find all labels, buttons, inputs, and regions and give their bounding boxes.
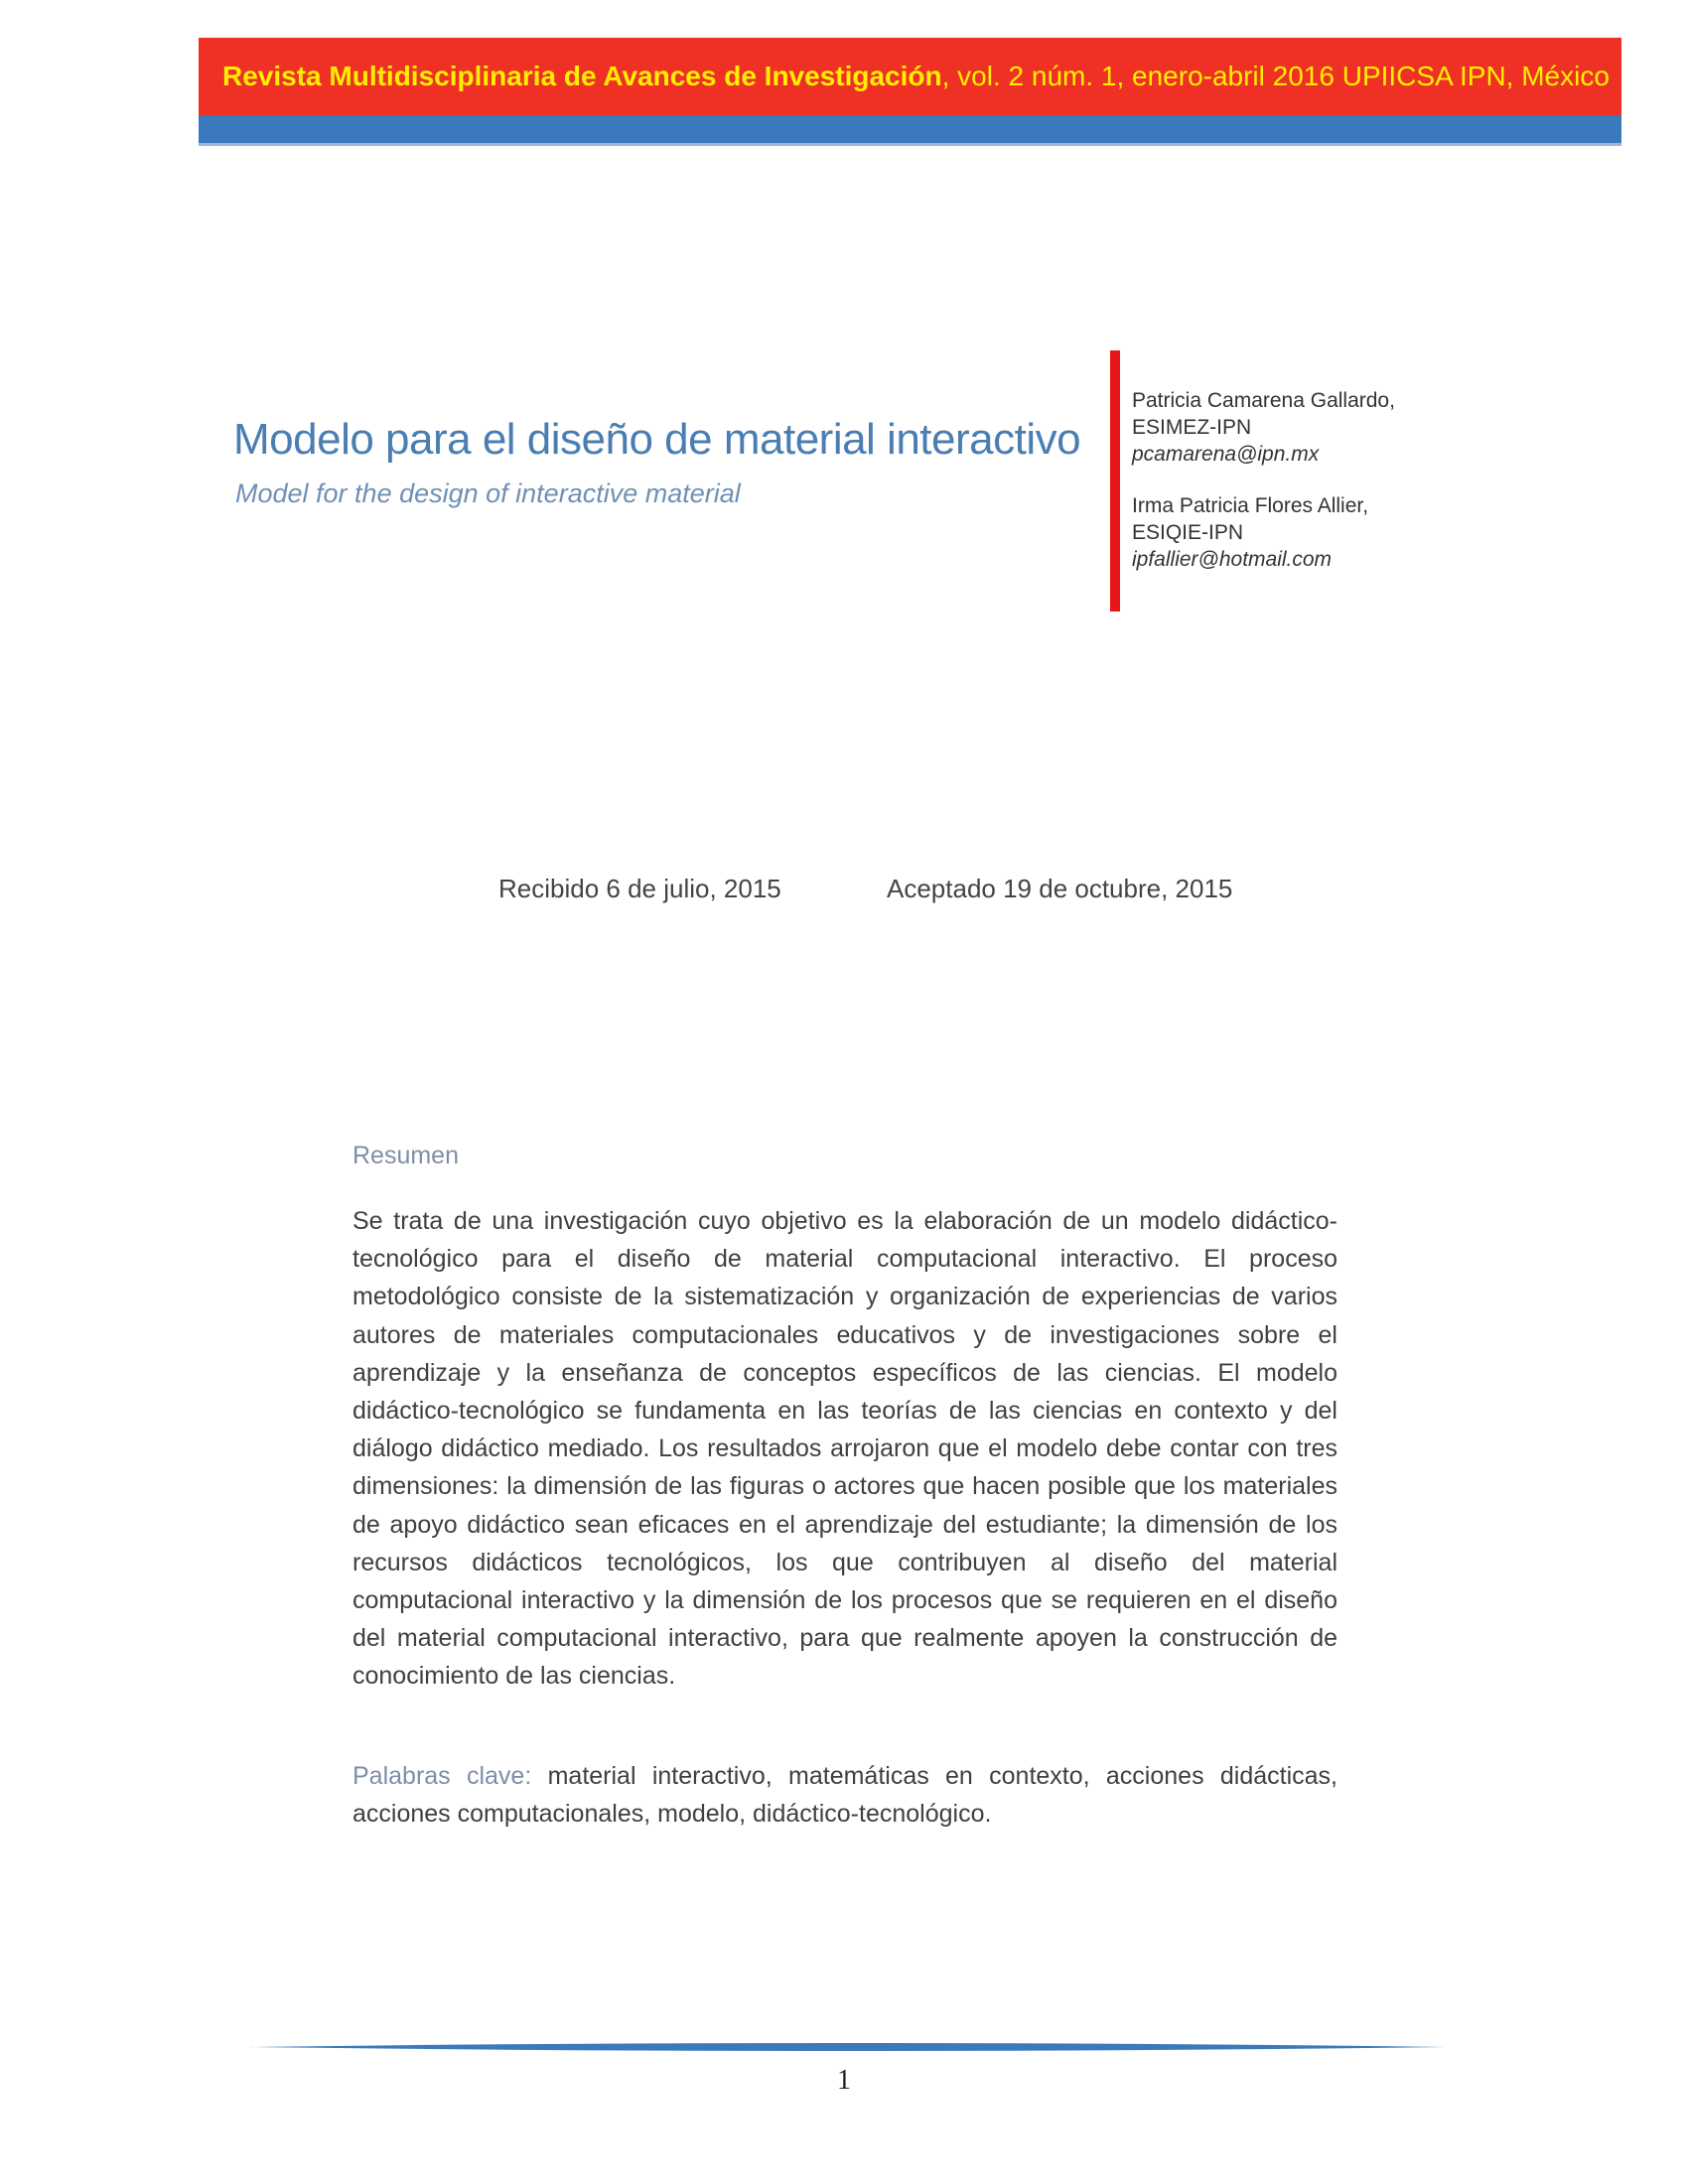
author-affiliation: ESIMEZ-IPN [1132, 416, 1252, 439]
page-number: 1 [837, 2065, 851, 2096]
keywords-text: material interactivo, matemáticas en contexto, acciones didácticas, acciones computacionales, modelo, didáctico-tecnológico. [352, 1762, 1337, 1828]
author-name: Irma Patricia Flores Allier, [1132, 494, 1369, 517]
author-name: Patricia Camarena Gallardo, [1132, 389, 1395, 412]
keywords-label: Palabras clave: [352, 1762, 532, 1790]
article-subtitle: Model for the design of interactive material [235, 478, 741, 508]
article-title: Modelo para el diseño de material interactivo [233, 415, 1081, 464]
abstract-heading: Resumen [352, 1142, 459, 1169]
author-email[interactable]: ipfallier@hotmail.com [1132, 548, 1333, 571]
journal-header-bar [199, 38, 1621, 115]
accepted-date: Aceptado 19 de octubre, 2015 [887, 874, 1233, 903]
keywords-paragraph [352, 1757, 1337, 1833]
author-divider-rule [1110, 350, 1120, 612]
footer-rule [248, 2041, 1446, 2053]
author-affiliation: ESIQIE-IPN [1132, 521, 1244, 544]
header-blue-band [199, 115, 1621, 146]
issue-info: , vol. 2 núm. 1, enero-abril 2016 UPIICSA IPN, México [941, 61, 1610, 91]
received-date: Recibido 6 de julio, 2015 [498, 874, 781, 903]
abstract-body: Se trata de una investigación cuyo objetivo es la elaboración de un modelo didáctico-tecnológico para el diseño de material computacional interactivo. El proceso metodológico consiste de la sistematización y organización de experiencias de varios autores de materiales computacionales educativos y de investigaciones sobre el aprendizaje y la enseñanza de conceptos específicos de las ciencias. El modelo didáctico-tecnológico se fundamenta en las teorías de las ciencias en contexto y del diálogo didáctico mediado. Los resultados arrojaron que el modelo debe contar con tres dimensiones: la dimensión de las figuras o actores que hacen posible que los materiales de apoyo didáctico sean eficaces en el aprendizaje del estudiante; la dimensión de los recursos didácticos tecnológicos, los que contribuyen al diseño del material computacional interactivo y la dimensión de los procesos que se requieren en el diseño del material computacional interactivo, para que realmente apoyen la construcción de conocimiento de las ciencias. [352, 1207, 1337, 1691]
author-email[interactable]: pcamarena@ipn.mx [1132, 443, 1320, 466]
author-block [1132, 387, 1395, 573]
journal-name: Revista Multidisciplinaria de Avances de Investigación [222, 61, 942, 91]
